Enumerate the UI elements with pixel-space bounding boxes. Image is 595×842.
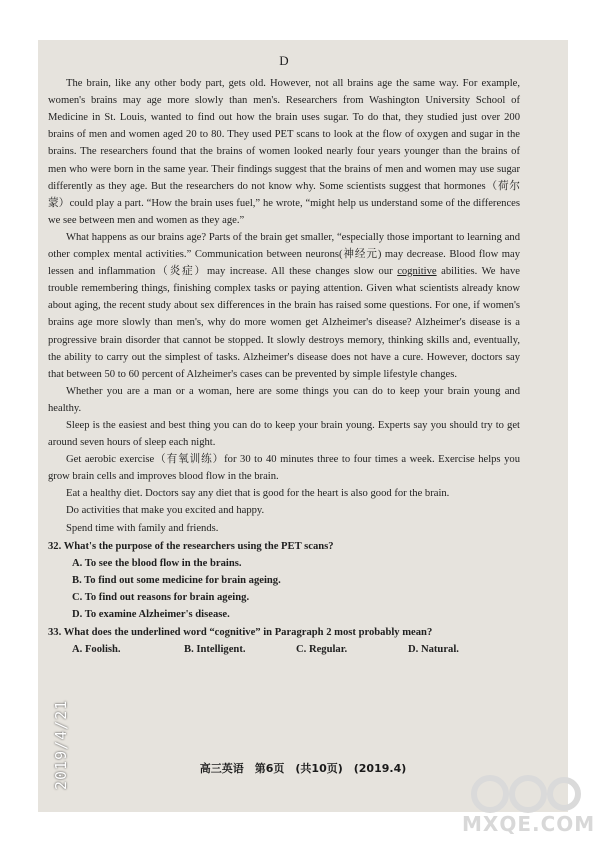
page-footer: 高三英语 第6页 (共10页) (2019.4) (199, 762, 407, 775)
paragraph-6: Eat a healthy diet. Doctors say any diet that is good for the heart is also good for the brain. (66, 488, 450, 500)
paragraph-2 (48, 229, 520, 383)
paragraph-4: Sleep is the easiest and best thing you can do to keep your brain young. Experts say you should try to get around seven hours of sleep each night. (48, 419, 520, 449)
question-32-option-c: C. To find out reasons for brain ageing. (72, 591, 250, 603)
photo-date-stamp: 2019/4/21 (52, 699, 70, 790)
question-33-option-a: A. Foolish. (72, 644, 121, 656)
underlined-word-cognitive: cognitive (397, 266, 437, 278)
question-32-option-d: D. To examine Alzheimer's disease. (72, 609, 230, 620)
question-33-option-b: B. Intelligent. (184, 644, 246, 656)
question-32-option-b: B. To find out some medicine for brain ageing. (72, 574, 281, 586)
paragraph-1: The brain, like any other body part, gets old. However, not all brains age the same way. For example, women's brains may age more slowly than men's. Researchers from Washington University School of Medicine in St. Louis, wanted to find out how the brain uses sugar. To do that, they studied just over 200 brains of men and women aged 20 to 80. They used PET scans to look at the flow of oxygen and sugar in the brains. The researchers found that the brains of women looked nearly four years younger than the brains of men who were born in the same year. Their findings suggest that the brains of men and women may use sugar differently as they age. But the researchers do not know why. Some scientists suggest that hormones（荷尔蒙）could play a part. “How the brain uses fuel,” he wrote, “might help us understand some of the differences we see between men and women as they age.” (48, 78, 520, 226)
section-letter: D (279, 53, 289, 68)
question-32: 32. What's the purpose of the researchers using the PET scans? (48, 540, 334, 552)
paragraph-5: Get aerobic exercise（有氧训练）for 30 to 40 minutes three to four times a week. Exercise helps you grow brain cells and improves blood flow in the brain. (48, 454, 520, 483)
passage-d (48, 52, 520, 658)
question-33-options (48, 641, 520, 658)
paragraph-3: Whether you are a man or a woman, here are some things you can do to keep your brain young and healthy. (48, 385, 520, 414)
question-32-option-a: A. To see the blood flow in the brains. (72, 557, 242, 569)
paragraph-7: Do activities that make you excited and happy. (66, 505, 265, 517)
paragraph-8: Spend time with family and friends. (66, 522, 219, 534)
question-33: 33. What does the underlined word “cognitive” in Paragraph 2 most probably mean? (48, 627, 433, 639)
paragraph-2-part-1: What happens as our brains age? Parts of the brain get smaller, “especially those important to learning and other complex mental activities.” Communication between neurons(神经元) may decrease. Blood flow may lessen and inflammation（炎症）may increase. All these changes slow our (48, 231, 520, 278)
question-33-option-c: C. Regular. (296, 644, 348, 656)
paragraph-2-part-2: abilities. We have trouble remembering things, finishing complex tasks or paying attention. Given what scientists already know about aging, the recent study about sex differences in the brain has raised some questions. For one, if women's brains age more slowly than men's, why do more women get Alzheimer's disease? Alzheimer's disease is a progressive brain disorder that cannot be stopped. It slowly destroys memory, thinking skills and, eventually, the ability to carry out the simplest of tasks. Alzheimer's disease does not have a cure. However, doctors say that between 50 to 60 percent of Alzheimer's cases can be prevented by simple lifestyle changes. (48, 266, 521, 380)
watermark-url: MXQE.COM (462, 812, 595, 836)
question-33-option-d: D. Natural. (408, 644, 459, 656)
